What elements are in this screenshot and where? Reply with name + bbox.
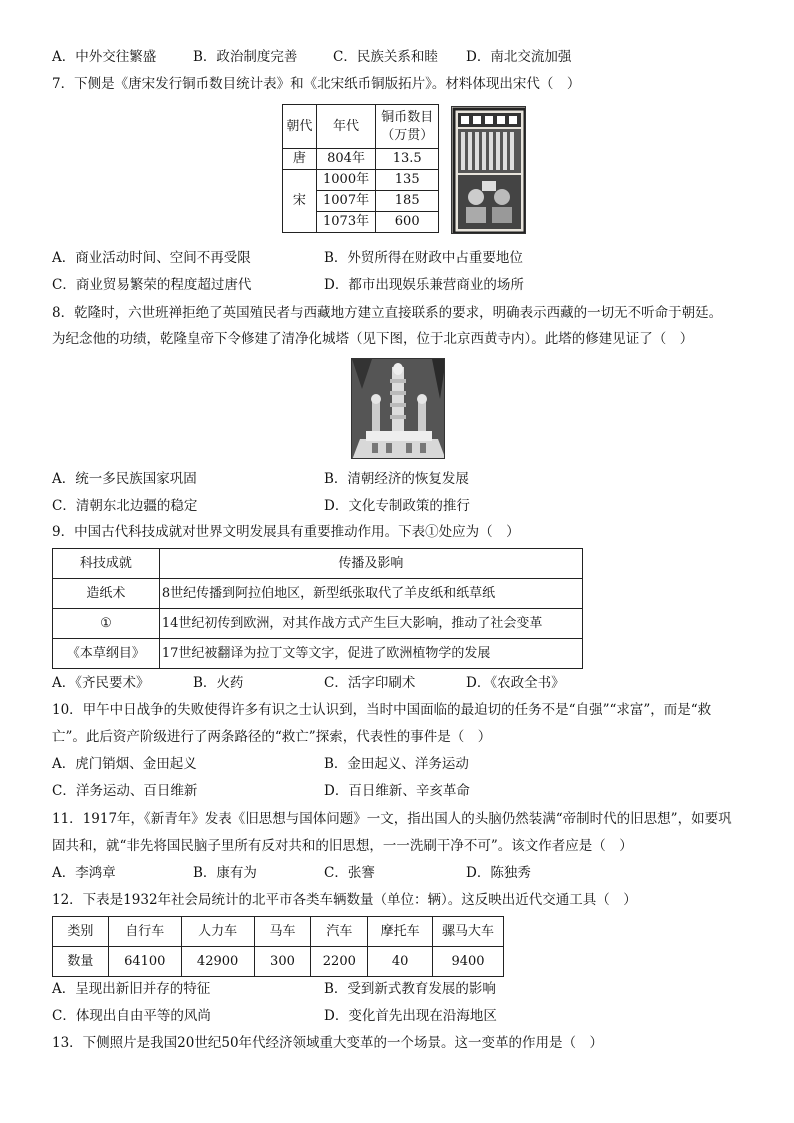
q11-stem-line1: 11．1917年，《新青年》发表《旧思想与国体问题》一文，指出国人的头脑仍然装满“帝制时代的旧思想”，如要巩	[52, 811, 732, 827]
option-c[interactable]: C．商业贸易繁荣的程度超过唐代	[52, 277, 252, 293]
option-d[interactable]: D．文化专制政策的推行	[324, 498, 470, 514]
option-c[interactable]: C．洋务运动、百日维新	[52, 783, 198, 799]
q10-stem-line2: 亡”。此后资产阶级进行了两条路径的“救亡”探索，代表性的事件是（ ）	[52, 729, 492, 745]
pagoda-photo	[351, 358, 445, 459]
cell-value: 13.5	[376, 149, 439, 170]
science-table	[52, 548, 583, 669]
header-cart: 骡马大车	[433, 917, 504, 947]
header-achievement: 科技成就	[53, 549, 160, 579]
q11-stem-line2: 固共和，就“非先将国民脑子里所有反对共和的旧思想，一一洗刷干净不可”。该文作者应是（ ）	[52, 838, 633, 854]
cell-impact: 14世纪初传到欧洲，对其作战方式产生巨大影响，推动了社会变革	[159, 609, 582, 639]
banknote-plate-image	[451, 106, 526, 234]
q12-stem: 12．下表是1932年社会局统计的北平市各类车辆数量（单位：辆）。这反映出近代交通工具（ ）	[52, 892, 637, 908]
cell-quantity: 64100	[108, 947, 181, 977]
header-carriage: 马车	[254, 917, 311, 947]
option-d[interactable]: D．变化首先出现在沿海地区	[324, 1008, 497, 1024]
cell-achievement: 《本草纲目》	[53, 639, 160, 669]
cell-achievement: 造纸术	[53, 579, 160, 609]
option-a[interactable]: A．呈现出新旧并存的特征	[52, 981, 211, 997]
option-a[interactable]: A．《齐民要术》	[52, 675, 150, 691]
header-category: 类别	[53, 917, 109, 947]
cell-year: 1000年	[316, 170, 376, 191]
q10-stem-line1: 10．甲午中日战争的失败使得许多有识之士认识到，当时中国面临的最迫切的任务不是“自强”“求富”，而是“救	[52, 702, 712, 718]
option-d[interactable]: D．陈独秀	[466, 865, 531, 881]
q10-options-2	[52, 782, 752, 800]
cell-quantity: 2200	[311, 947, 368, 977]
cell-quantity: 300	[254, 947, 311, 977]
option-a[interactable]: A．统一多民族国家巩固	[52, 471, 197, 487]
option-c[interactable]: C．活字印刷术	[324, 675, 416, 691]
option-b[interactable]: B．外贸所得在财政中占重要地位	[324, 250, 523, 266]
cell-impact: 8世纪传播到阿拉伯地区，新型纸张取代了羊皮纸和纸草纸	[159, 579, 582, 609]
cell-quantity: 9400	[433, 947, 504, 977]
option-c[interactable]: C．张謇	[324, 865, 375, 881]
option-c[interactable]: C．清朝东北边疆的稳定	[52, 498, 198, 514]
q9-stem: 9．中国古代科技成就对世界文明发展具有重要推动作用。下表①处应为（ ）	[52, 524, 520, 540]
q8-options-2	[52, 497, 752, 515]
header-dynasty: 朝代	[283, 105, 317, 149]
option-d[interactable]: D．百日维新、辛亥革命	[324, 783, 470, 799]
vehicle-table	[52, 916, 504, 977]
header-impact: 传播及影响	[159, 549, 582, 579]
q13-stem: 13．下侧照片是我国20世纪50年代经济领域重大变革的一个场景。这一变革的作用是（ ）	[52, 1035, 604, 1051]
cell-year: 804年	[316, 149, 376, 170]
cell-quantity: 42900	[181, 947, 254, 977]
q8-stem-line2: 为纪念他的功绩，乾隆皇帝下令修建了清净化城塔（见下图，位于北京西黄寺内）。此塔的修建见证了（ ）	[52, 331, 694, 347]
q11-options	[52, 864, 752, 882]
option-a[interactable]: A．中外交往繁盛	[52, 49, 157, 65]
option-d[interactable]: D．南北交流加强	[466, 49, 572, 65]
coin-table	[282, 104, 439, 233]
cell-impact: 17世纪被翻译为拉丁文等文字，促进了欧洲植物学的发展	[159, 639, 582, 669]
header-coins: 铜币数目 （万贯）	[376, 105, 439, 149]
cell-dynasty-tang: 唐	[283, 149, 317, 170]
header-car: 汽车	[311, 917, 368, 947]
q8-stem-line1: 8．乾隆时，六世班禅拒绝了英国殖民者与西藏地方建立直接联系的要求，明确表示西藏的一切无不听命于朝廷。	[52, 305, 723, 321]
header-year: 年代	[316, 105, 376, 149]
q12-options	[52, 980, 752, 998]
cell-value: 185	[376, 191, 439, 212]
option-c[interactable]: C．民族关系和睦	[333, 49, 438, 65]
cell-year: 1073年	[316, 212, 376, 233]
header-bicycle: 自行车	[108, 917, 181, 947]
cell-year: 1007年	[316, 191, 376, 212]
cell-achievement: ①	[53, 609, 160, 639]
option-b[interactable]: B．受到新式教育发展的影响	[324, 981, 496, 997]
option-c[interactable]: C．体现出自由平等的风尚	[52, 1008, 211, 1024]
q7-options	[52, 249, 752, 267]
q10-options	[52, 755, 752, 773]
option-d[interactable]: D．都市出现娱乐兼营商业的场所	[324, 277, 524, 293]
option-b[interactable]: B．金田起义、洋务运动	[324, 756, 469, 772]
option-d[interactable]: D．《农政全书》	[466, 675, 565, 691]
cell-dynasty-song: 宋	[283, 170, 317, 233]
cell-value: 600	[376, 212, 439, 233]
q7-options-2	[52, 276, 752, 294]
q9-options	[52, 674, 752, 692]
option-a[interactable]: A．商业活动时间、空间不再受限	[52, 250, 251, 266]
q8-options	[52, 470, 752, 488]
cell-value: 135	[376, 170, 439, 191]
option-a[interactable]: A．李鸿章	[52, 865, 116, 881]
cell-quantity-label: 数量	[53, 947, 109, 977]
option-b[interactable]: B．政治制度完善	[193, 49, 298, 65]
q12-options-2	[52, 1007, 752, 1025]
header-rickshaw: 人力车	[181, 917, 254, 947]
option-a[interactable]: A．虎门销烟、金田起义	[52, 756, 197, 772]
q7-stem: 7．下侧是《唐宋发行铜币数目统计表》和《北宋纸币铜版拓片》。材料体现出宋代（ ）	[52, 76, 581, 92]
option-b[interactable]: B．火药	[193, 675, 244, 691]
cell-quantity: 40	[368, 947, 433, 977]
option-b[interactable]: B．清朝经济的恢复发展	[324, 471, 469, 487]
option-b[interactable]: B．康有为	[193, 865, 257, 881]
header-motorcycle: 摩托车	[368, 917, 433, 947]
q6-options	[52, 48, 752, 66]
